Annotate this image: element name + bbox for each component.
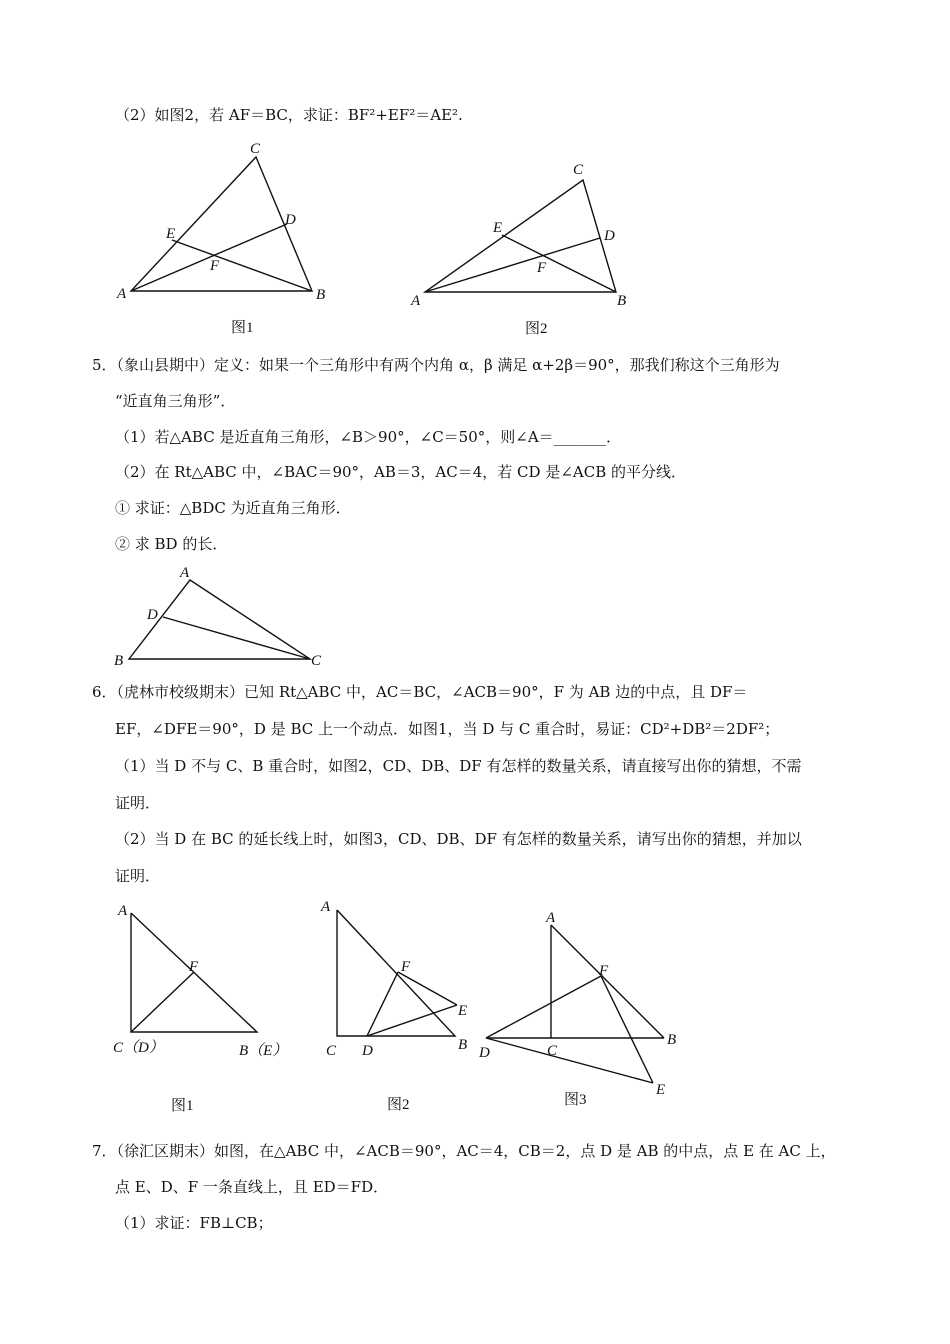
q6-part2b: 证明． <box>115 867 161 885</box>
q4-fig1-label-D: D <box>285 212 296 228</box>
q6-fig3-label-B: B <box>667 1032 677 1048</box>
q5-fig-label-A: A <box>180 565 190 581</box>
q6-part1b: 证明． <box>115 794 161 812</box>
q4-fig1-label-A: A <box>117 286 127 302</box>
q5-figure <box>114 565 322 669</box>
q5-part1: （1）若△ABC 是近直角三角形，∠B＞90°，∠C＝50°，则∠A＝_______． <box>115 428 622 446</box>
q4-fig2-caption: 图2 <box>525 321 548 337</box>
q6-fig2-caption: 图2 <box>387 1097 410 1113</box>
q6-fig3-caption: 图3 <box>564 1092 587 1108</box>
q4-fig2-label-E: E <box>493 220 503 236</box>
q4-fig1-caption: 图1 <box>231 320 254 336</box>
q4-fig2-label-C: C <box>573 162 584 178</box>
q4-fig1-label-C: C <box>250 141 261 157</box>
q4-fig2-label-F: F <box>537 260 547 276</box>
q6-fig3-label-A: A <box>546 910 556 926</box>
q6-fig3-label-F: F <box>599 963 609 979</box>
q6-fig1-caption: 图1 <box>171 1098 194 1114</box>
q4-fig1 <box>116 141 325 336</box>
q6-line1: 6．（虎林市校级期末）已知 Rt△ABC 中，AC＝BC，∠ACB＝90°，F 为 AB 边的中点，且 DF＝ <box>92 683 748 701</box>
q6-fig2-label-B: B <box>458 1037 468 1053</box>
q4-fig2-label-D: D <box>604 228 615 244</box>
q6-fig2-label-C: C <box>326 1043 337 1059</box>
q6-line2: EF，∠DFE＝90°，D 是 BC 上一个动点．如图1，当 D 与 C 重合时，易证：CD²+DB²＝2DF²； <box>115 720 780 738</box>
q7-line2: 点 E、D、F 一条直线上，且 ED＝FD． <box>115 1178 389 1196</box>
q6-fig3 <box>478 910 676 1108</box>
q5-line2: “近直角三角形”． <box>115 392 236 410</box>
q6-part1a: （1）当 D 不与 C、B 重合时，如图2，CD、DB、DF 有怎样的数量关系，请直接写出你的猜想，不需 <box>115 757 802 775</box>
q6-fig2-label-D: D <box>362 1043 373 1059</box>
q6-fig1-label-A: A <box>118 903 128 919</box>
q5-sub2: ② 求 BD 的长． <box>115 535 228 553</box>
q5-fig-label-B: B <box>114 653 124 669</box>
q6-fig1-label-BE: B（E） <box>239 1043 288 1059</box>
q4-fig2-label-B: B <box>617 293 627 309</box>
q5-part2: （2）在 Rt△ABC 中，∠BAC＝90°，AB＝3，AC＝4，若 CD 是∠ACB 的平分线． <box>115 463 686 481</box>
q6-fig1-label-F: F <box>189 959 199 975</box>
q6-fig2 <box>320 899 467 1113</box>
q4-part2-text: （2）如图2，若 AF＝BC，求证：BF²+EF²＝AE². <box>115 106 463 124</box>
q4-fig1-label-E: E <box>166 226 176 242</box>
q4-fig2 <box>410 162 626 337</box>
q6-fig1-label-CD: C（D） <box>113 1040 164 1056</box>
q7-part1: （1）求证：FB⊥CB； <box>115 1214 273 1232</box>
q5-fig-label-C: C <box>311 653 322 669</box>
q6-fig1 <box>113 903 287 1114</box>
q6-fig3-label-C: C <box>547 1043 558 1059</box>
q6-part2a: （2）当 D 在 BC 的延长线上时，如图3，CD、DB、DF 有怎样的数量关系，请写出你的猜想，并加以 <box>115 830 802 848</box>
q5-fig-label-D: D <box>147 607 158 623</box>
q6-fig3-label-D: D <box>479 1045 490 1061</box>
q6-fig2-label-F: F <box>401 959 411 975</box>
q7-line1: 7．（徐汇区期末）如图，在△ABC 中，∠ACB＝90°，AC＝4，CB＝2，点 D 是 AB 的中点，点 E 在 AC 上， <box>92 1142 836 1160</box>
q6-fig2-label-E: E <box>458 1003 468 1019</box>
q4-fig1-label-F: F <box>210 258 220 274</box>
q5-line1: 5．（象山县期中）定义：如果一个三角形中有两个内角 α，β 满足 α+2β＝90°，那我们称这个三角形为 <box>92 356 780 374</box>
q4-fig1-label-B: B <box>316 287 326 303</box>
q4-fig2-label-A: A <box>411 293 421 309</box>
q5-sub1: ① 求证：△BDC 为近直角三角形． <box>115 499 351 517</box>
q6-fig2-label-A: A <box>321 899 331 915</box>
q6-fig3-label-E: E <box>656 1082 666 1098</box>
